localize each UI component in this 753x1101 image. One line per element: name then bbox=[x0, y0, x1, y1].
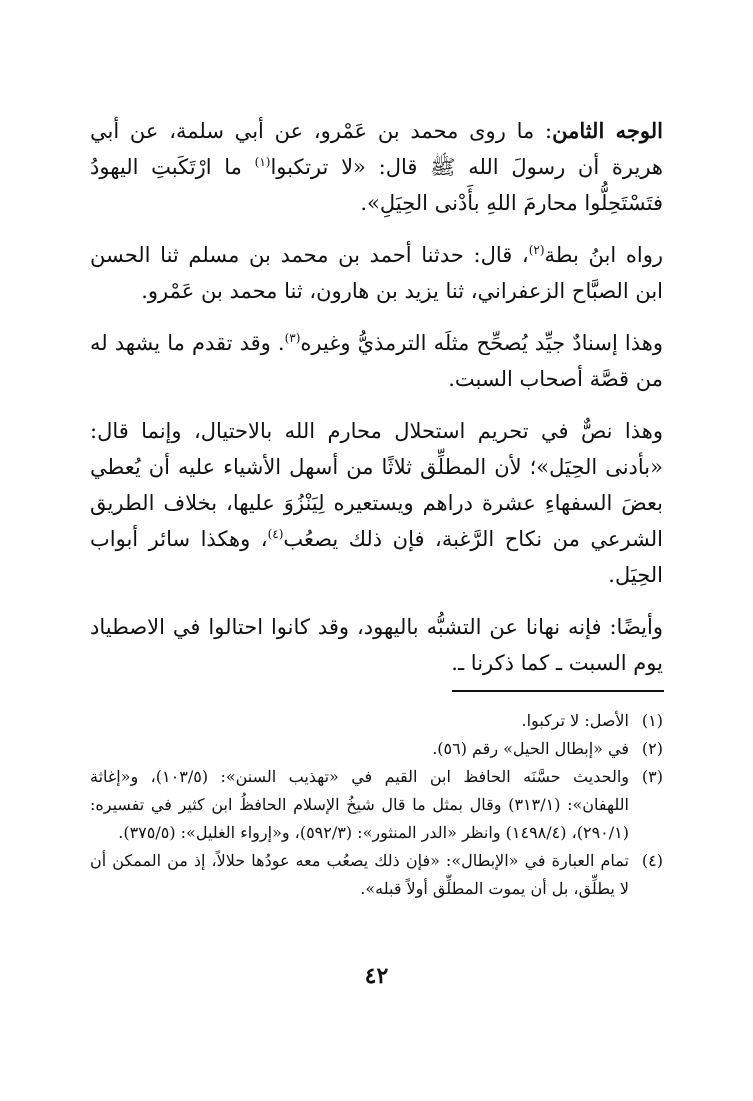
footnote-2 bbox=[90, 735, 663, 763]
footnote-text: الأصل: لا تركبوا. bbox=[521, 711, 629, 730]
paragraph-2-tail: ، قال: حدثنا أحمد بن محمد بن مسلم ثنا الحسن ابن الصبَّاح الزعفراني، ثنا يزيد بن هارون، ثنا محمد بن عَمْرو. bbox=[90, 243, 663, 303]
paragraph-1-tail: ما ارْتَكَبتِ اليهودُ فتَسْتَحِلُّوا محارمَ اللهِ بأَدْنى الحِيَلِ». bbox=[90, 155, 663, 215]
paragraph-1 bbox=[90, 113, 663, 221]
footnote-ref-2[interactable]: (٢) bbox=[528, 243, 545, 257]
paragraph-1-text: : ما روى محمد بن عَمْرو، عن أبي سلمة، عن أبي هريرة أن رسولَ الله ﷺ قال: «لا ترتكبوا bbox=[90, 119, 663, 179]
footnote-ref-1[interactable]: (١) bbox=[254, 155, 271, 169]
main-text bbox=[90, 113, 663, 697]
footnote-number: (٢) bbox=[641, 739, 663, 758]
paragraph-4-tail: ، وهكذا سائر أبواب الحِيَل. bbox=[90, 527, 663, 587]
footnote-ref-4[interactable]: (٤) bbox=[267, 527, 284, 541]
footnote-ref-3[interactable]: (٣) bbox=[284, 331, 301, 345]
paragraph-3-text: وهذا إسنادٌ جيِّد يُصحِّح مثلَه الترمذيُّ وغيره bbox=[300, 331, 663, 355]
footnote-number: (٣) bbox=[641, 767, 663, 786]
paragraph-2 bbox=[90, 237, 663, 309]
paragraph-3-tail: . وقد تقدم ما يشهد له من قصَّة أصحاب السبت. bbox=[90, 331, 663, 391]
footnote-1 bbox=[90, 707, 663, 735]
paragraph-5 bbox=[90, 609, 663, 681]
paragraph-2-text: رواه ابنُ بطة bbox=[544, 243, 663, 267]
section-lead: الوجه الثامن bbox=[552, 118, 663, 143]
footnote-number: (١) bbox=[641, 711, 663, 730]
footnotes bbox=[90, 707, 663, 903]
paragraph-3 bbox=[90, 325, 663, 397]
paragraph-4 bbox=[90, 413, 663, 593]
paragraph-4-text: وهذا نصٌّ في تحريم استحلال محارم الله بالاحتيال، وإنما قال: «بأدنى الحِيَل»؛ لأن المطلِّق ثلاثًا من أسهل الأشياء عليه أن يُعطي بعضَ السفهاءِ عشرة دراهم ويستعيره لِيَنْزُوَ عليها، بخلاف الطريق الشرعي من نكاح الرَّغبة، فإن ذلك يصعُب bbox=[90, 419, 664, 551]
footnote-text: والحديث حسَّنَه الحافظ ابن القيم في «تهذيب السنن»: (١٠٣/٥)، و«إغاثة اللهفان»: (٣١٣/١) وقال بمثل ما قال شيخُ الإسلام الحافظُ ابن كثير في تفسيره: (٢٩٠/١)، (١٤٩٨/٤) وانظر «الدر المنثور»: (٥٩٢/٣)، و«إرواء الغليل»: (٣٧٥/٥). bbox=[90, 767, 629, 842]
footnote-number: (٤) bbox=[641, 851, 663, 870]
footnote-text: تمام العبارة في «الإبطال»: «فإن ذلك يصعُب معه عودُها حلالاً، إذ من الممكن أن لا يطلِّق، بل أن يموت المطلِّق أولاً قبله». bbox=[90, 851, 629, 898]
footnote-3 bbox=[90, 763, 663, 847]
footnote-4 bbox=[90, 847, 663, 903]
footnote-divider bbox=[452, 690, 664, 693]
page-number: ٤٢ bbox=[364, 963, 389, 989]
footnote-text: في «إبطال الحيل» رقم (٥٦). bbox=[432, 739, 629, 758]
paragraph-5-text: وأيضًا: فإنه نهانا عن التشبُّه باليهود، وقد كانوا احتالوا في الاصطياد يوم السبت ـ كما ذكرنا ـ. bbox=[90, 615, 663, 675]
